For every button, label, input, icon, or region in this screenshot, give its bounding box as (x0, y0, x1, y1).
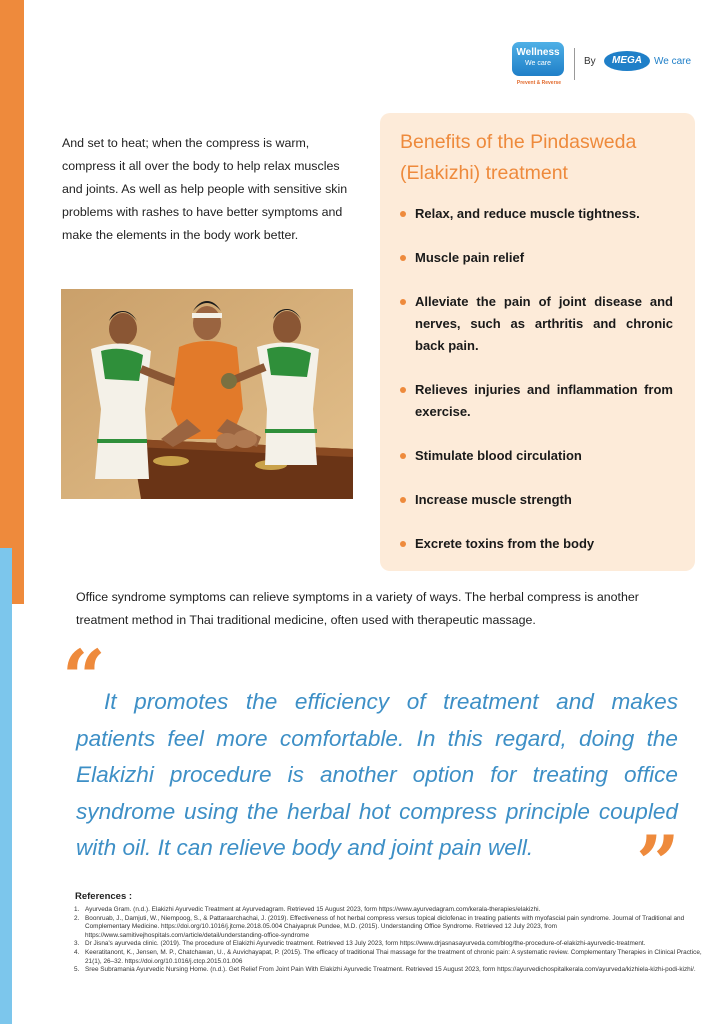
bullet-icon (400, 255, 406, 261)
benefits-panel (380, 113, 695, 571)
bullet-icon (400, 299, 406, 305)
reference-text: Sree Subramania Ayurvedic Nursing Home. (n.d.). Get Relief From Joint Pain With Elakizhi Ayurvedic Treatment. Retrieved 15 August 2023, form https://ayurvedichospitalkerala.com/ayurveda/kizhiela-kizhi-podi-kizhi/. (85, 966, 696, 974)
reference-text: Dr Jisna's ayurveda clinic. (2019). The procedure of Elakizhi Ayurvedic treatment. Retrieved 13 July 2023, form https://www.drjasnasayurveda.com/blog/the-procedure-of-elakizhi-ayurvedic-treatment. (85, 940, 646, 948)
reference-number: 2. (74, 914, 80, 922)
bullet-icon (400, 387, 406, 393)
references-list (74, 906, 706, 975)
brand-logo (508, 42, 704, 92)
office-syndrome-paragraph: Office syndrome symptoms can relieve symptoms in a variety of ways. The herbal compress is another treatment method in Thai traditional medicine, often used with therapeutic massage. (76, 590, 639, 627)
treatment-photo (61, 289, 353, 499)
intro-paragraph: And set to heat; when the compress is warm, compress it all over the body to help relax muscles and joints. As well as help people with sensitive skin problems with rashes to have better symptoms and make the elements in the body work better. (62, 136, 348, 242)
reference-number: 1. (74, 906, 80, 913)
by-label: By (584, 56, 596, 67)
reference-number: 5. (74, 966, 80, 974)
benefit-item (400, 291, 673, 357)
benefit-text: Excrete toxins from the body (415, 536, 595, 551)
benefit-item (400, 533, 673, 555)
pull-quote: It promotes the efficiency of treatment and makes patients feel more comfortable. In this regard, doing the Elakizhi procedure is another option for treating office syndrome using the herbal hot compress principle coupled with oil. It can relieve body and joint pain well. (76, 689, 678, 860)
bullet-icon (400, 497, 406, 503)
benefit-item (400, 445, 673, 467)
reference-text: Keeratitanont, K., Jensen, M. P., Chatchawan, U., & Auvichayapat, P. (2015). The efficacy of traditional Thai massage for the treatment of chronic pain: A systematic review. Complementary Therapies in Clinical Practice, 21(1), 26–32. https://doi.org/10.1016/j.ctcp.2015.01.006 (85, 948, 702, 965)
reference-item (74, 966, 706, 975)
bullet-icon (400, 541, 406, 547)
bullet-icon (400, 211, 406, 217)
treatment-illustration (61, 289, 353, 499)
close-quote-icon: ” (636, 819, 680, 908)
reference-text: Boonruab, J., Damjuti, W., Niempoog, S., & Pattaraarchachai, J. (2019). Effectiveness of hot herbal compress versus topical diclofenac in treating patients with myofascial pain syndrome. Journal of Traditional and Complementary Medicine. https://doi.org/10.1016/j.jtcme.2018.05.004 Chaiyapruk Pundee, M.D. (2015). Understanding Office Syndrome. Retrieved 12 July 2023, from https://www.samitivejhospitals.com/article/detail/understanding-office-syndrome (85, 914, 685, 939)
left-orange-bar (0, 0, 24, 604)
benefit-text: Increase muscle strength (415, 492, 572, 507)
reference-number: 4. (74, 948, 80, 956)
wellness-line1: Wellness (516, 47, 560, 58)
reference-item (74, 949, 706, 966)
reference-number: 3. (74, 940, 80, 948)
benefit-text: Relax, and reduce muscle tightness. (415, 206, 640, 221)
references-title: References : (75, 891, 133, 902)
benefit-text: Stimulate blood circulation (415, 448, 582, 463)
benefit-text: Relieves injuries and inflammation from exercise. (415, 382, 673, 419)
logo-divider (574, 48, 575, 80)
benefit-text: Muscle pain relief (415, 250, 525, 265)
wellness-tagline: Prevent & Reverse (516, 80, 562, 86)
mega-logo: MEGA (604, 51, 650, 71)
benefits-title: Benefits of the Pindasweda (Elakizhi) treatment (400, 131, 637, 184)
benefit-item (400, 247, 673, 269)
left-blue-bar (0, 548, 12, 1024)
mega-tagline: We care (654, 56, 692, 67)
benefit-item (400, 489, 673, 511)
reference-item (74, 915, 706, 941)
benefit-item (400, 203, 673, 225)
wellness-line2: We care (525, 60, 551, 67)
bullet-icon (400, 453, 406, 459)
benefit-item (400, 379, 673, 423)
reference-item (74, 906, 706, 915)
open-quote-icon: “ (62, 633, 106, 722)
benefit-text: Alleviate the pain of joint disease and nerves, such as arthritis and chronic back pain. (415, 294, 673, 353)
reference-text: Ayurveda Gram. (n.d.). Elakizhi Ayurvedic Treatment at Ayurvedagram. Retrieved 15 August 2023, form https://www.ayurvedagram.com/kerala-therapies/elakizhi. (85, 906, 541, 913)
reference-item (74, 940, 706, 949)
wellness-badge (512, 42, 564, 76)
